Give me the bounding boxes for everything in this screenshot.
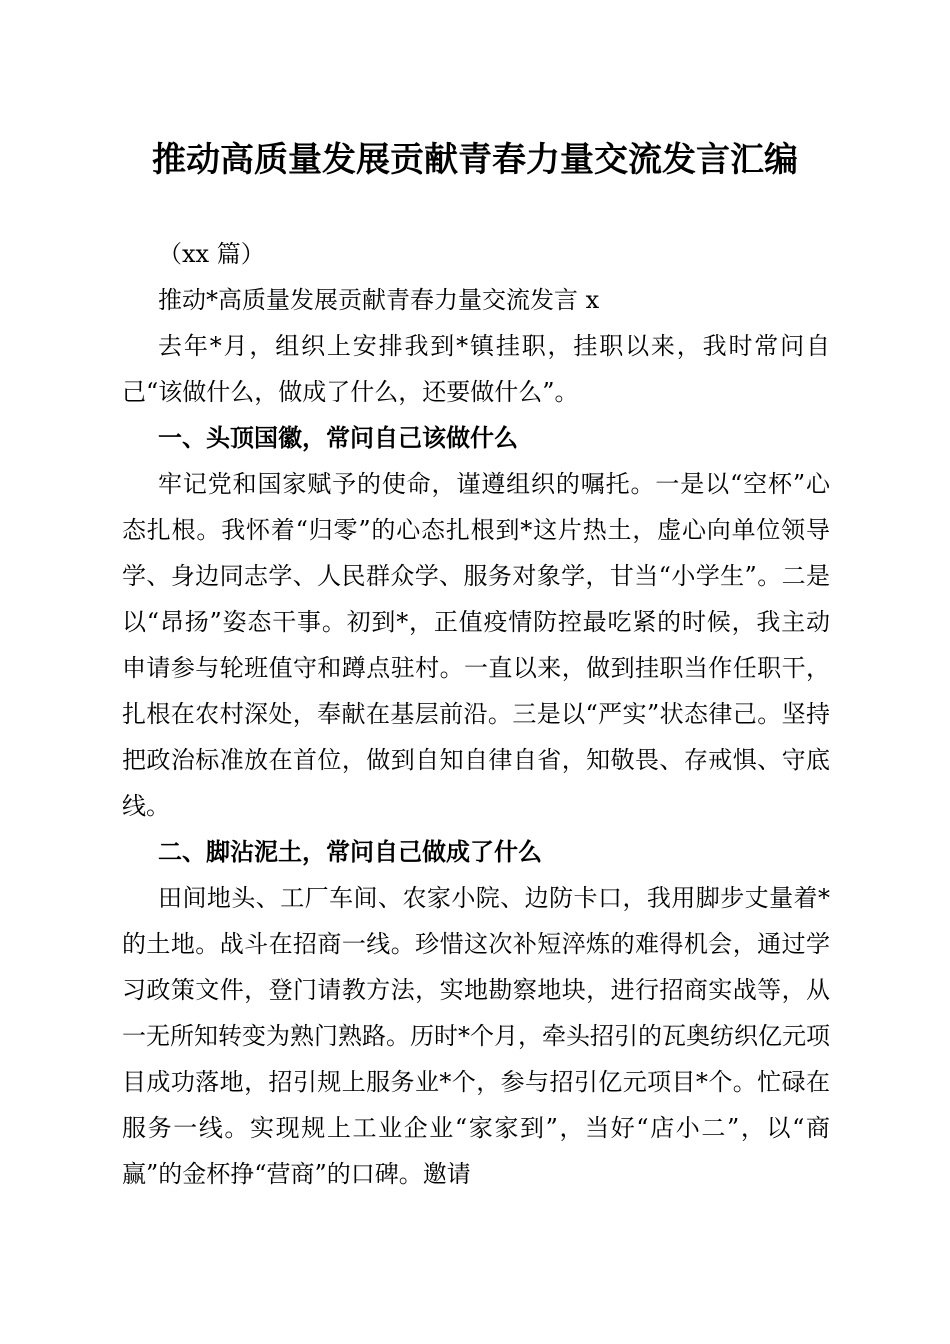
document-title: 推动高质量发展贡献青春力量交流发言汇编	[152, 140, 798, 180]
count-note: （xx 篇）	[158, 240, 265, 268]
document-body	[122, 231, 830, 1197]
section-paragraph-1: 牢记党和国家赋予的使命，谨遵组织的嘱托。一是以“空杯”心态扎根。我怀着“归零”的心态扎根到*这片热土，虚心向单位领导学、身边同志学、人民群众学、服务对象学，甘当“小学生”。二是以“昂扬”姿态干事。初到*，正值疫情防控最吃紧的时候，我主动申请参与轮班值守和蹲点驻村。一直以来，做到挂职当作任职干，扎根在农村深处，奉献在基层前沿。三是以“严实”状态律己。坚持把政治标准放在首位，做到自知自律自省，知敬畏、存戒惧、守底线。	[122, 470, 830, 820]
section-paragraph-2: 田间地头、工厂车间、农家小院、边防卡口，我用脚步丈量着*的土地。战斗在招商一线。珍惜这次补短淬炼的难得机会，通过学习政策文件，登门请教方法，实地勘察地块，进行招商实战等，从一无所知转变为熟门熟路。历时*个月，牵头招引的瓦奥纺织亿元项目成功落地，招引规上服务业*个，参与招引亿元项目*个。忙碌在服务一线。实现规上工业企业“家家到”，当好“店小二”，以“商赢”的金杯挣“营商”的口碑。邀请	[122, 884, 830, 1188]
section-heading-1: 一、头顶国徽，常问自己该做什么	[158, 424, 518, 452]
section-heading-2: 二、脚沾泥土，常问自己做成了什么	[158, 838, 542, 866]
intro-paragraph: 去年*月，组织上安排我到*镇挂职，挂职以来，我时常问自己“该做什么，做成了什么，还要做什么”。	[122, 332, 830, 406]
speech-subtitle: 推动*高质量发展贡献青春力量交流发言 x	[158, 286, 600, 314]
